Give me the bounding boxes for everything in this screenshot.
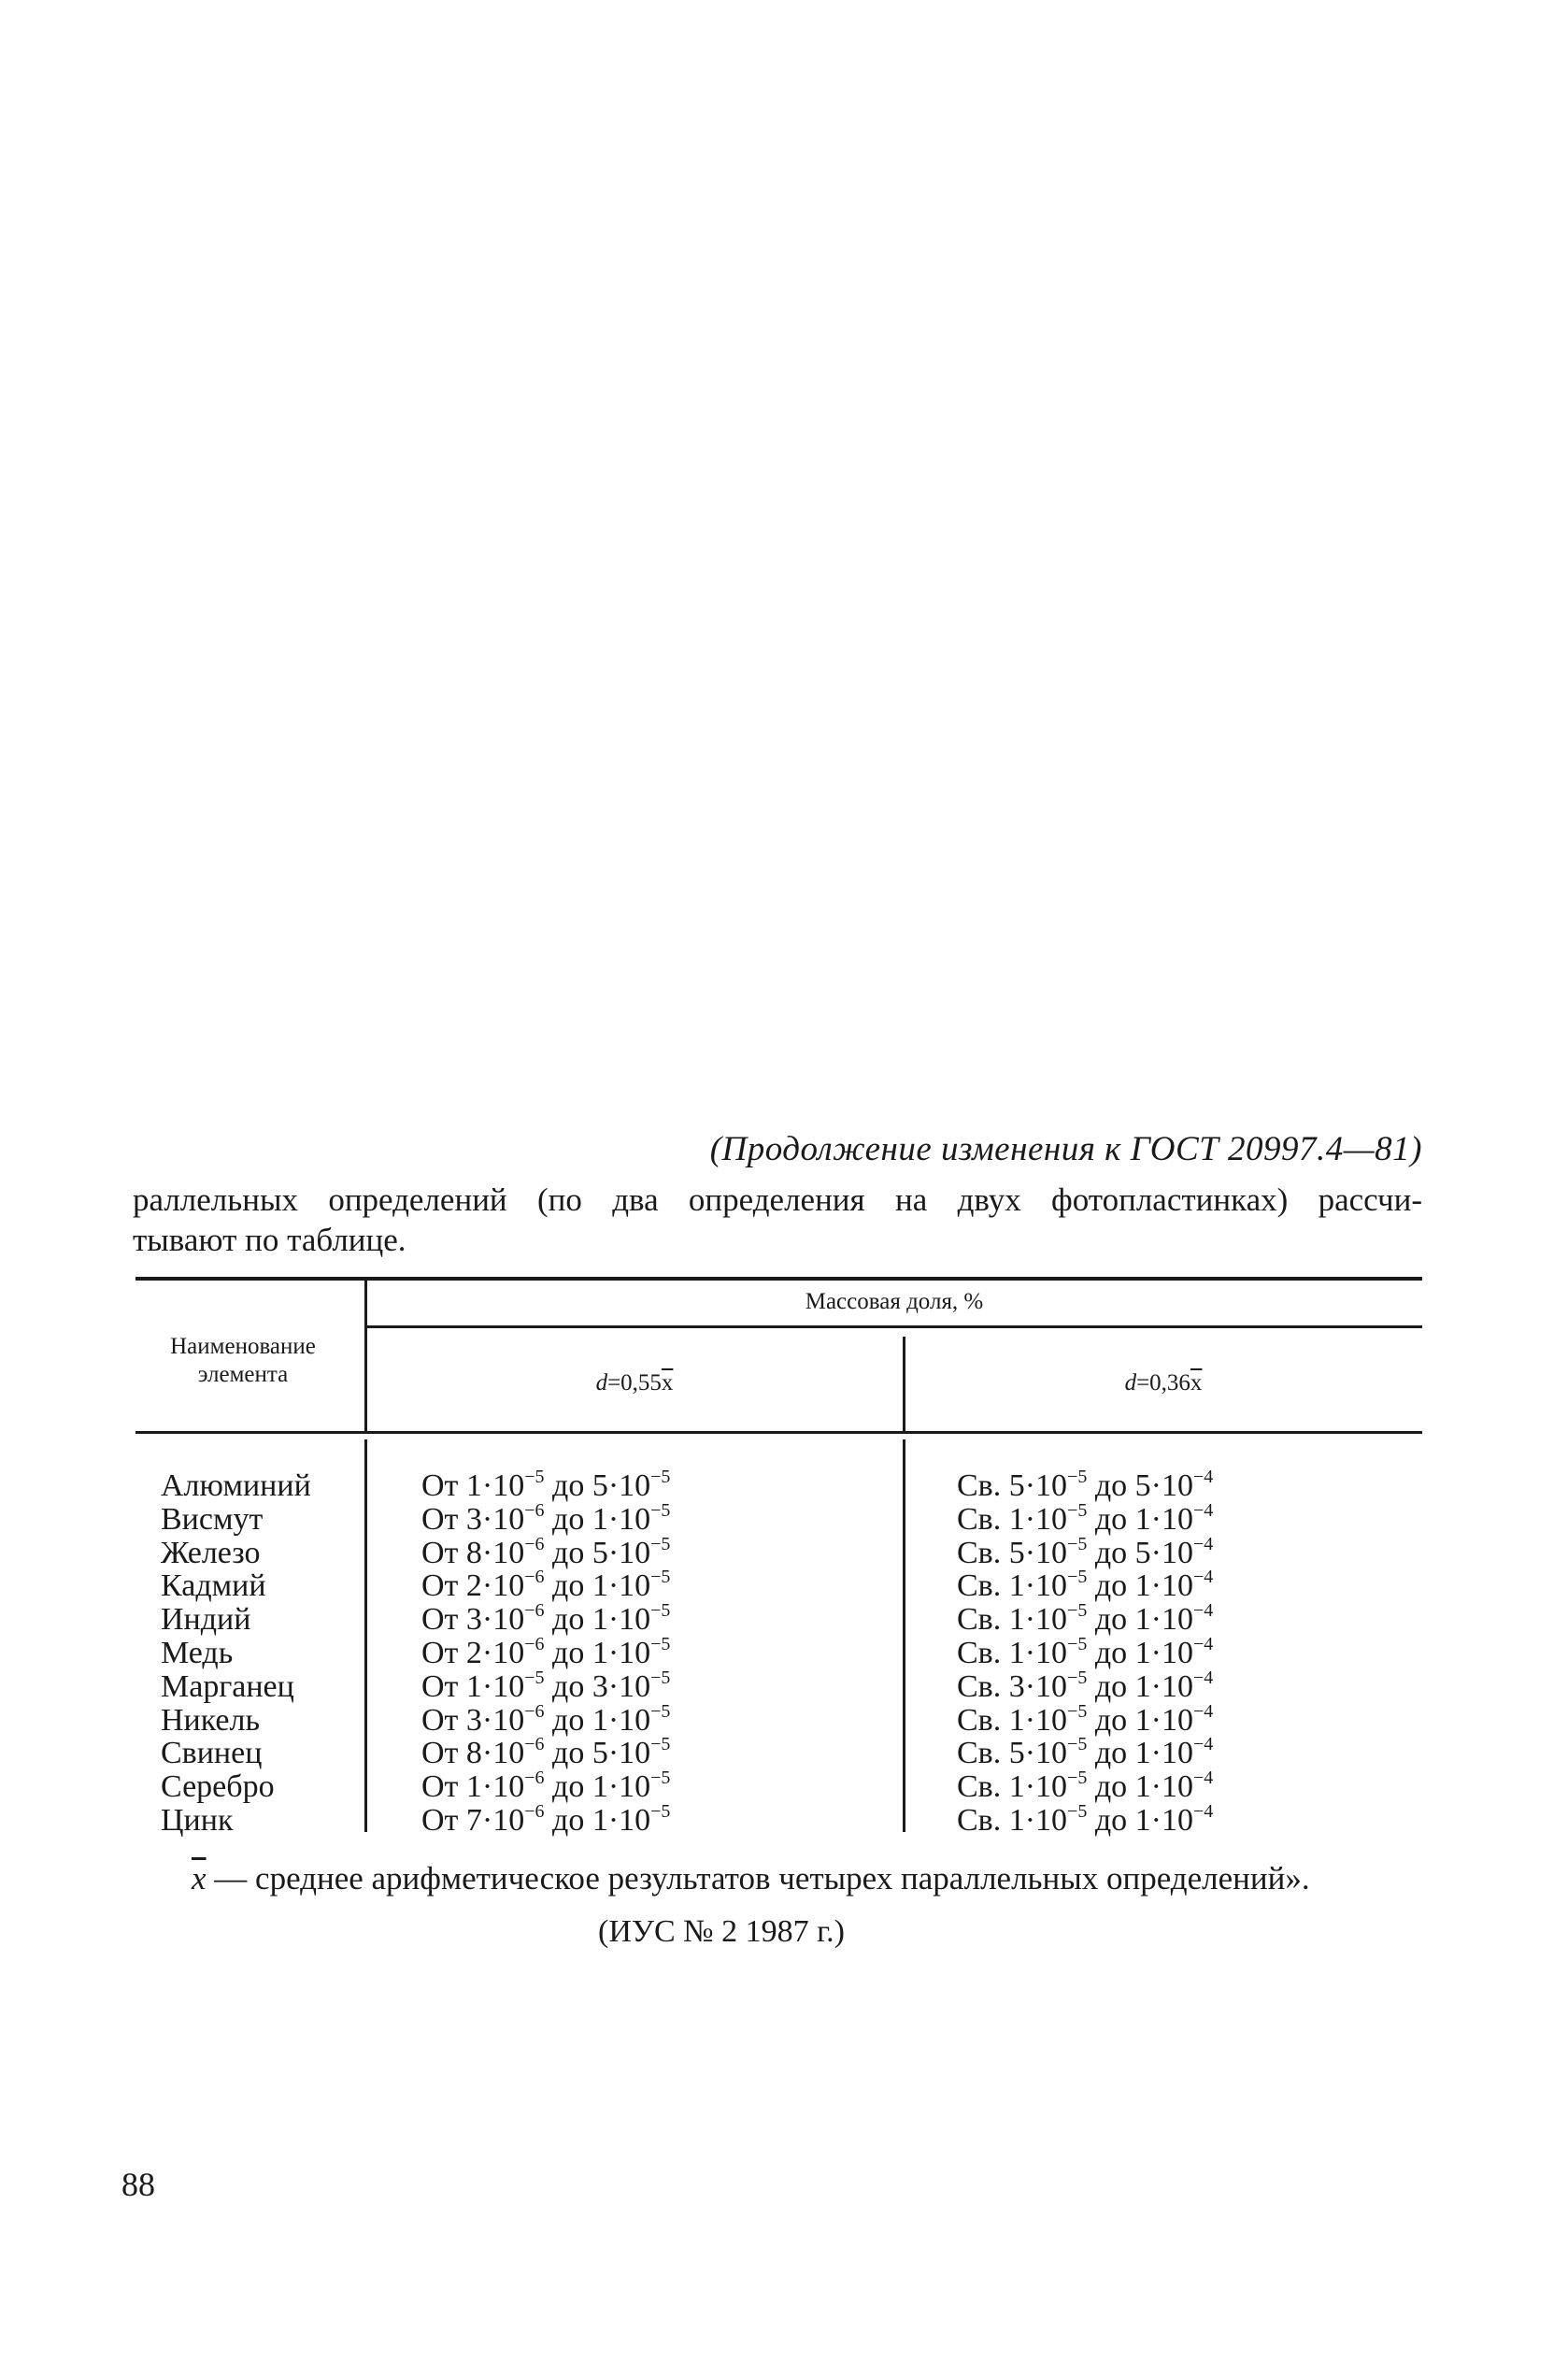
table-row-element: Алюминий xyxy=(161,1468,311,1503)
body-divider-left xyxy=(364,1439,367,1832)
table-cell-range: Св. $1\cdot 10^{-5}$ до $1\cdot 10^{-4}$ xyxy=(957,1800,1214,1838)
continuation-header: (Продолжение изменения к ГОСТ 20997.4—81) xyxy=(709,1130,1422,1168)
table-cell-range: От $2\cdot 10^{-6}$ до $1\cdot 10^{-5}$ xyxy=(421,1633,671,1670)
table-cell-range: Св. $1\cdot 10^{-5}$ до $1\cdot 10^{-4}$ xyxy=(957,1700,1214,1738)
table-cell-range: Св. $5\cdot 10^{-5}$ до $5\cdot 10^{-4}$ xyxy=(957,1467,1214,1503)
table-cell-range: Св. $1\cdot 10^{-5}$ до $1\cdot 10^{-4}$ xyxy=(957,1567,1214,1604)
table-cell-range: Св. $1\cdot 10^{-5}$ до $1\cdot 10^{-4}$ xyxy=(957,1600,1214,1638)
table-row-element: Марганец xyxy=(161,1668,294,1704)
table-row-element: Железо xyxy=(161,1535,261,1570)
sub-header-1: $d=0,55\overline{x}$ xyxy=(595,1370,674,1396)
table-cell-range: От $1\cdot 10^{-5}$ до $3\cdot 10^{-5}$ xyxy=(421,1667,671,1704)
footnote xyxy=(192,1860,1310,1897)
footnote-symbol: $\overline{x}$ xyxy=(192,1860,207,1897)
table-cell-range: Св. $1\cdot 10^{-5}$ до $1\cdot 10^{-4}$ xyxy=(957,1633,1214,1670)
page-number: 88 xyxy=(121,2166,155,2203)
body-divider-middle xyxy=(903,1439,905,1832)
table-cell-range: От $8\cdot 10^{-6}$ до $5\cdot 10^{-5}$ xyxy=(421,1533,671,1570)
table-cell-range: Св. $5\cdot 10^{-5}$ до $1\cdot 10^{-4}$ xyxy=(957,1734,1214,1771)
table-cell-range: Св. $3\cdot 10^{-5}$ до $1\cdot 10^{-4}$ xyxy=(957,1667,1214,1704)
range-column-1 xyxy=(421,1469,670,1838)
column-header-element: Наименование элемента xyxy=(170,1334,316,1387)
range-column-2 xyxy=(957,1469,1213,1838)
table-row-element: Серебро xyxy=(161,1769,275,1805)
table-row-element: Индий xyxy=(161,1602,251,1638)
table-row-element: Висмут xyxy=(161,1501,264,1537)
table-cell-range: Св. $1\cdot 10^{-5}$ до $1\cdot 10^{-4}$ xyxy=(957,1499,1214,1537)
paragraph-line-2: тывают по таблице. xyxy=(133,1222,406,1258)
header-bottom-rule xyxy=(135,1431,1422,1434)
table-cell-range: Св. $5\cdot 10^{-5}$ до $5\cdot 10^{-4}$ xyxy=(957,1533,1214,1570)
group-header-rule xyxy=(366,1325,1422,1328)
table-cell-range: От $8\cdot 10^{-6}$ до $5\cdot 10^{-5}$ xyxy=(421,1734,671,1771)
table-cell-range: Св. $1\cdot 10^{-5}$ до $1\cdot 10^{-4}$ xyxy=(957,1768,1214,1805)
table-cell-range: От $1\cdot 10^{-6}$ до $1\cdot 10^{-5}$ xyxy=(421,1768,671,1805)
source-reference: (ИУС № 2 1987 г.) xyxy=(598,1914,845,1949)
table-cell-range: От $2\cdot 10^{-6}$ до $1\cdot 10^{-5}$ xyxy=(421,1567,671,1604)
table-cell-range: От $7\cdot 10^{-6}$ до $1\cdot 10^{-5}$ xyxy=(421,1800,671,1838)
table-row-element: Медь xyxy=(161,1635,234,1670)
table-cell-range: От $3\cdot 10^{-6}$ до $1\cdot 10^{-5}$ xyxy=(421,1700,671,1738)
table-row-element: Цинк xyxy=(161,1802,234,1838)
sub-header-2: $d=0,36\overline{x}$ xyxy=(1124,1370,1203,1396)
table-cell-range: От $3\cdot 10^{-6}$ до $1\cdot 10^{-5}$ xyxy=(421,1600,671,1638)
table-top-rule xyxy=(135,1277,1422,1281)
table-cell-range: От $3\cdot 10^{-6}$ до $1\cdot 10^{-5}$ xyxy=(421,1499,671,1537)
table-row-element: Свинец xyxy=(161,1736,263,1771)
element-column xyxy=(161,1469,311,1838)
table-row-element: Кадмий xyxy=(161,1568,266,1604)
table-row-element: Никель xyxy=(161,1702,260,1738)
column-header-mass-fraction: Массовая доля, % xyxy=(805,1289,984,1314)
table-cell-range: От $1\cdot 10^{-5}$ до $5\cdot 10^{-5}$ xyxy=(421,1467,671,1503)
footnote-text: — среднее арифметическое результатов четырех параллельных определений». xyxy=(206,1860,1310,1897)
paragraph-line-1: раллельных определений (по два определения на двух фотопластинках) рассчи- xyxy=(133,1181,1422,1218)
